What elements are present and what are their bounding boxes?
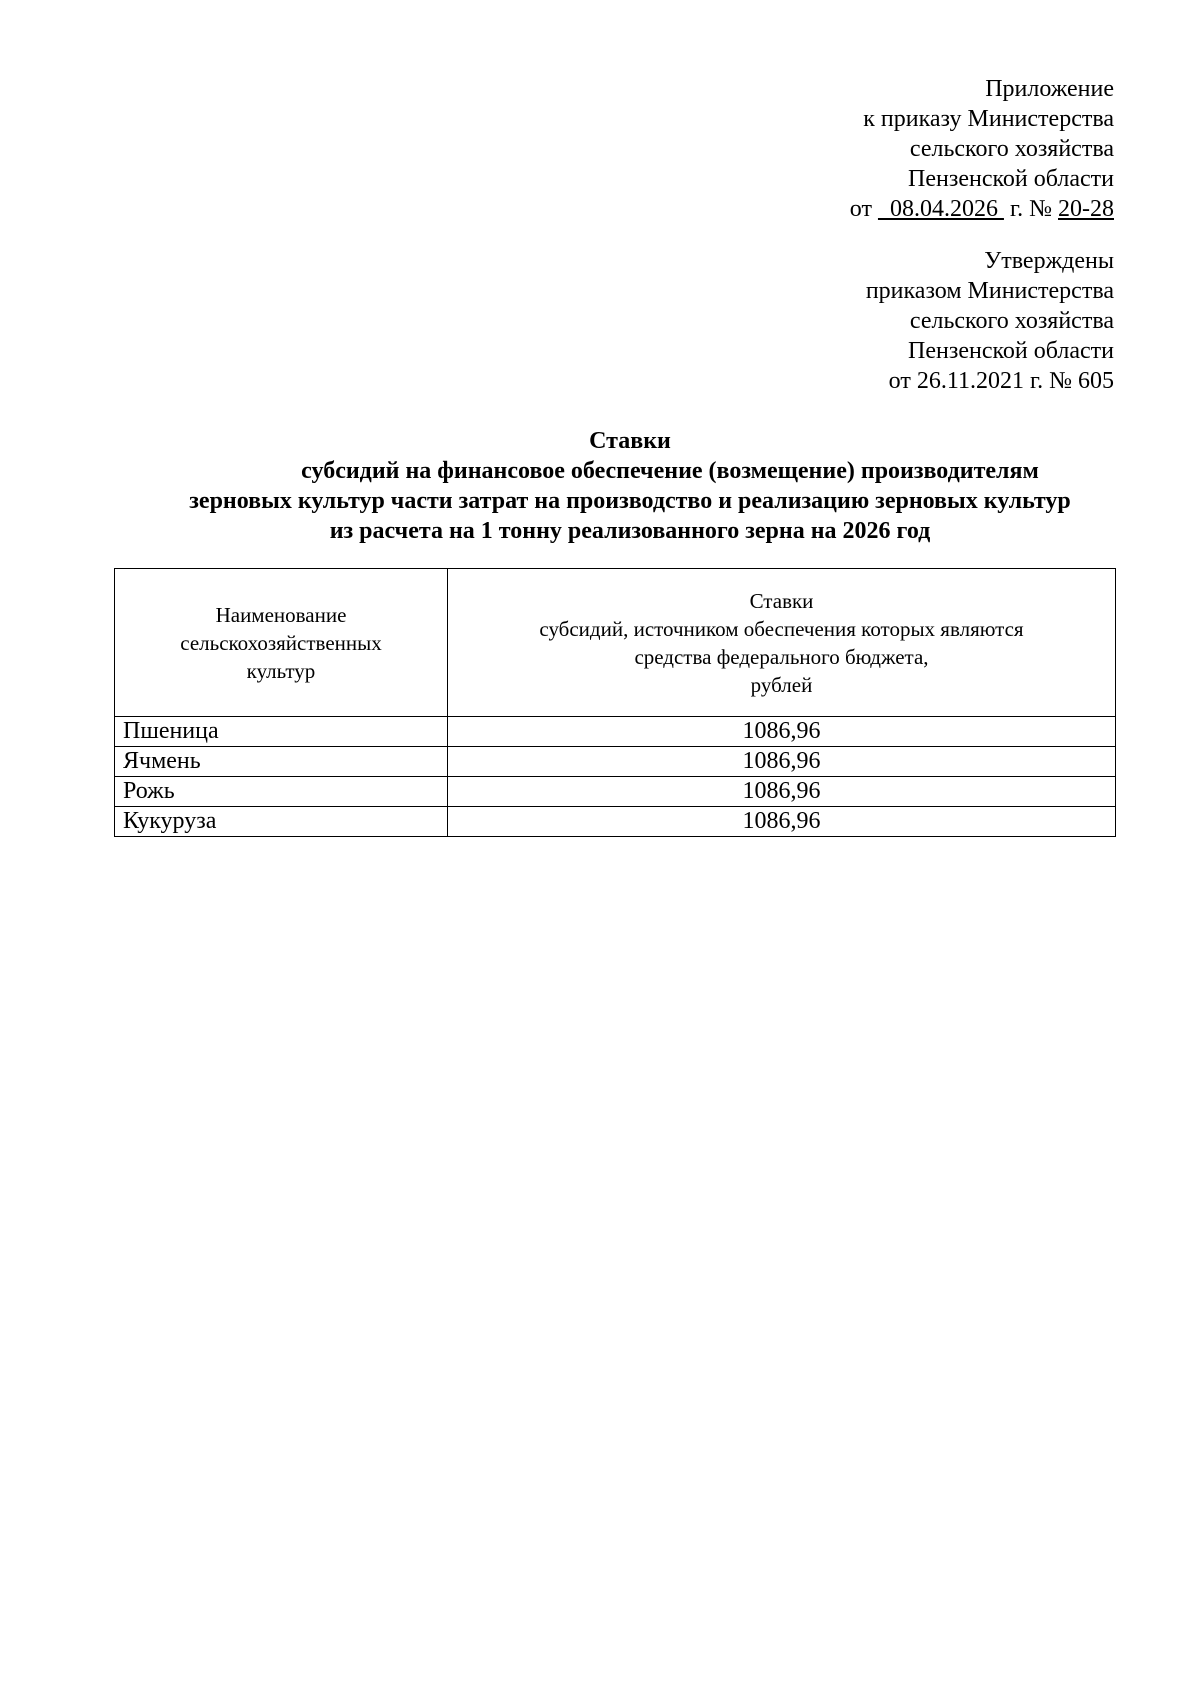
approved-line-4: Пензенской области xyxy=(908,338,1114,364)
approved-line-2: приказом Министерства xyxy=(865,278,1114,304)
table-row xyxy=(115,717,1116,747)
rates-table xyxy=(114,568,1116,837)
header-rates: Ставки субсидий, источником обеспечения которых являются средства федерального бюджета, рублей xyxy=(448,569,1116,717)
table-row xyxy=(115,807,1116,837)
table-row xyxy=(115,747,1116,777)
approved-block xyxy=(866,246,1114,396)
annex-block xyxy=(850,74,1114,224)
annex-line-1: Приложение xyxy=(985,76,1114,102)
title-line-4: из расчета на 1 тонну реализованного зерна на 2026 год xyxy=(329,518,931,544)
annex-date: 08.04.2026 xyxy=(877,196,1004,222)
crop-name-cell: Ячмень xyxy=(115,747,448,777)
rate-value-cell: 1086,96 xyxy=(448,807,1116,837)
document-title xyxy=(140,426,1120,546)
approved-line-5: от 26.11.2021 г. № 605 xyxy=(888,368,1114,394)
approved-line-3: сельского хозяйства xyxy=(909,308,1114,334)
title-line-2: субсидий на финансовое обеспечение (возмещение) производителям xyxy=(301,458,1039,484)
rate-value-cell: 1086,96 xyxy=(448,747,1116,777)
table-row xyxy=(115,777,1116,807)
crop-name-cell: Рожь xyxy=(115,777,448,807)
annex-line-3: сельского хозяйства xyxy=(909,136,1114,162)
crop-name-cell: Кукуруза xyxy=(115,807,448,837)
header-crop-name: Наименование сельскохозяйственных культур xyxy=(115,569,448,717)
rate-value-cell: 1086,96 xyxy=(448,717,1116,747)
crop-name-cell: Пшеница xyxy=(115,717,448,747)
annex-date-line xyxy=(850,194,1114,224)
approved-line-1: Утверждены xyxy=(984,248,1114,274)
annex-line-2: к приказу Министерства xyxy=(863,106,1114,132)
annex-date-prefix: от xyxy=(849,196,878,222)
annex-number-prefix: г. № xyxy=(1003,196,1058,222)
title-line-1: Ставки xyxy=(589,428,671,454)
annex-line-4: Пензенской области xyxy=(908,166,1114,192)
title-line-3: зерновых культур части затрат на производство и реализацию зерновых культур xyxy=(189,488,1071,514)
annex-number: 20-28 xyxy=(1058,196,1114,222)
rate-value-cell: 1086,96 xyxy=(448,777,1116,807)
table-header-row xyxy=(115,569,1116,717)
